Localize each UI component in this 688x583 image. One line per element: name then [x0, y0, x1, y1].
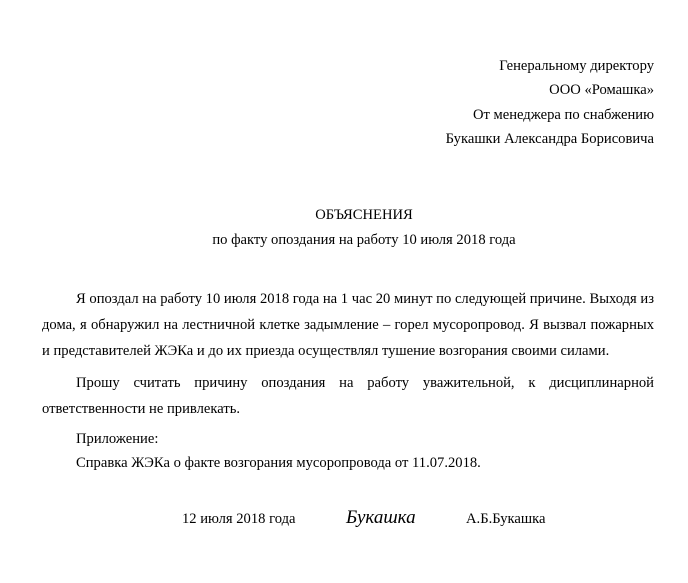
recipient-title: Генеральному директору — [499, 58, 654, 74]
attachment-item: Справка ЖЭКа о факте возгорания мусоропровода от 11.07.2018. — [76, 455, 481, 471]
document-date: 12 июля 2018 года — [182, 511, 296, 527]
handwritten-signature: Букашка — [346, 507, 416, 528]
recipient-company: ООО «Ромашка» — [549, 82, 654, 98]
request-paragraph: Прошу считать причину опоздания на работу уважительной, к дисциплинарной ответственности не привлекать. — [42, 375, 654, 417]
sender-position: От менеджера по снабжению — [472, 107, 654, 123]
attachment-label: Приложение: — [76, 431, 159, 447]
explanation-paragraph: Я опоздал на работу 10 июля 2018 года на 1 час 20 минут по следующей причине. Выходя из дома, я обнаружил на лестничной клетке задымление – горел мусоропровод. Я вызвал пожарных и представителей ЖЭКа и до их приезда осуществлял тушение возгорания своими силами. — [42, 291, 654, 359]
signer-name: А.Б.Букашка — [466, 511, 546, 527]
document-subtitle: по факту опоздания на работу 10 июля 2018 года — [212, 232, 516, 248]
document-title: ОБЪЯСНЕНИЯ — [315, 207, 413, 223]
sender-name: Букашки Александра Борисовича — [445, 131, 654, 147]
